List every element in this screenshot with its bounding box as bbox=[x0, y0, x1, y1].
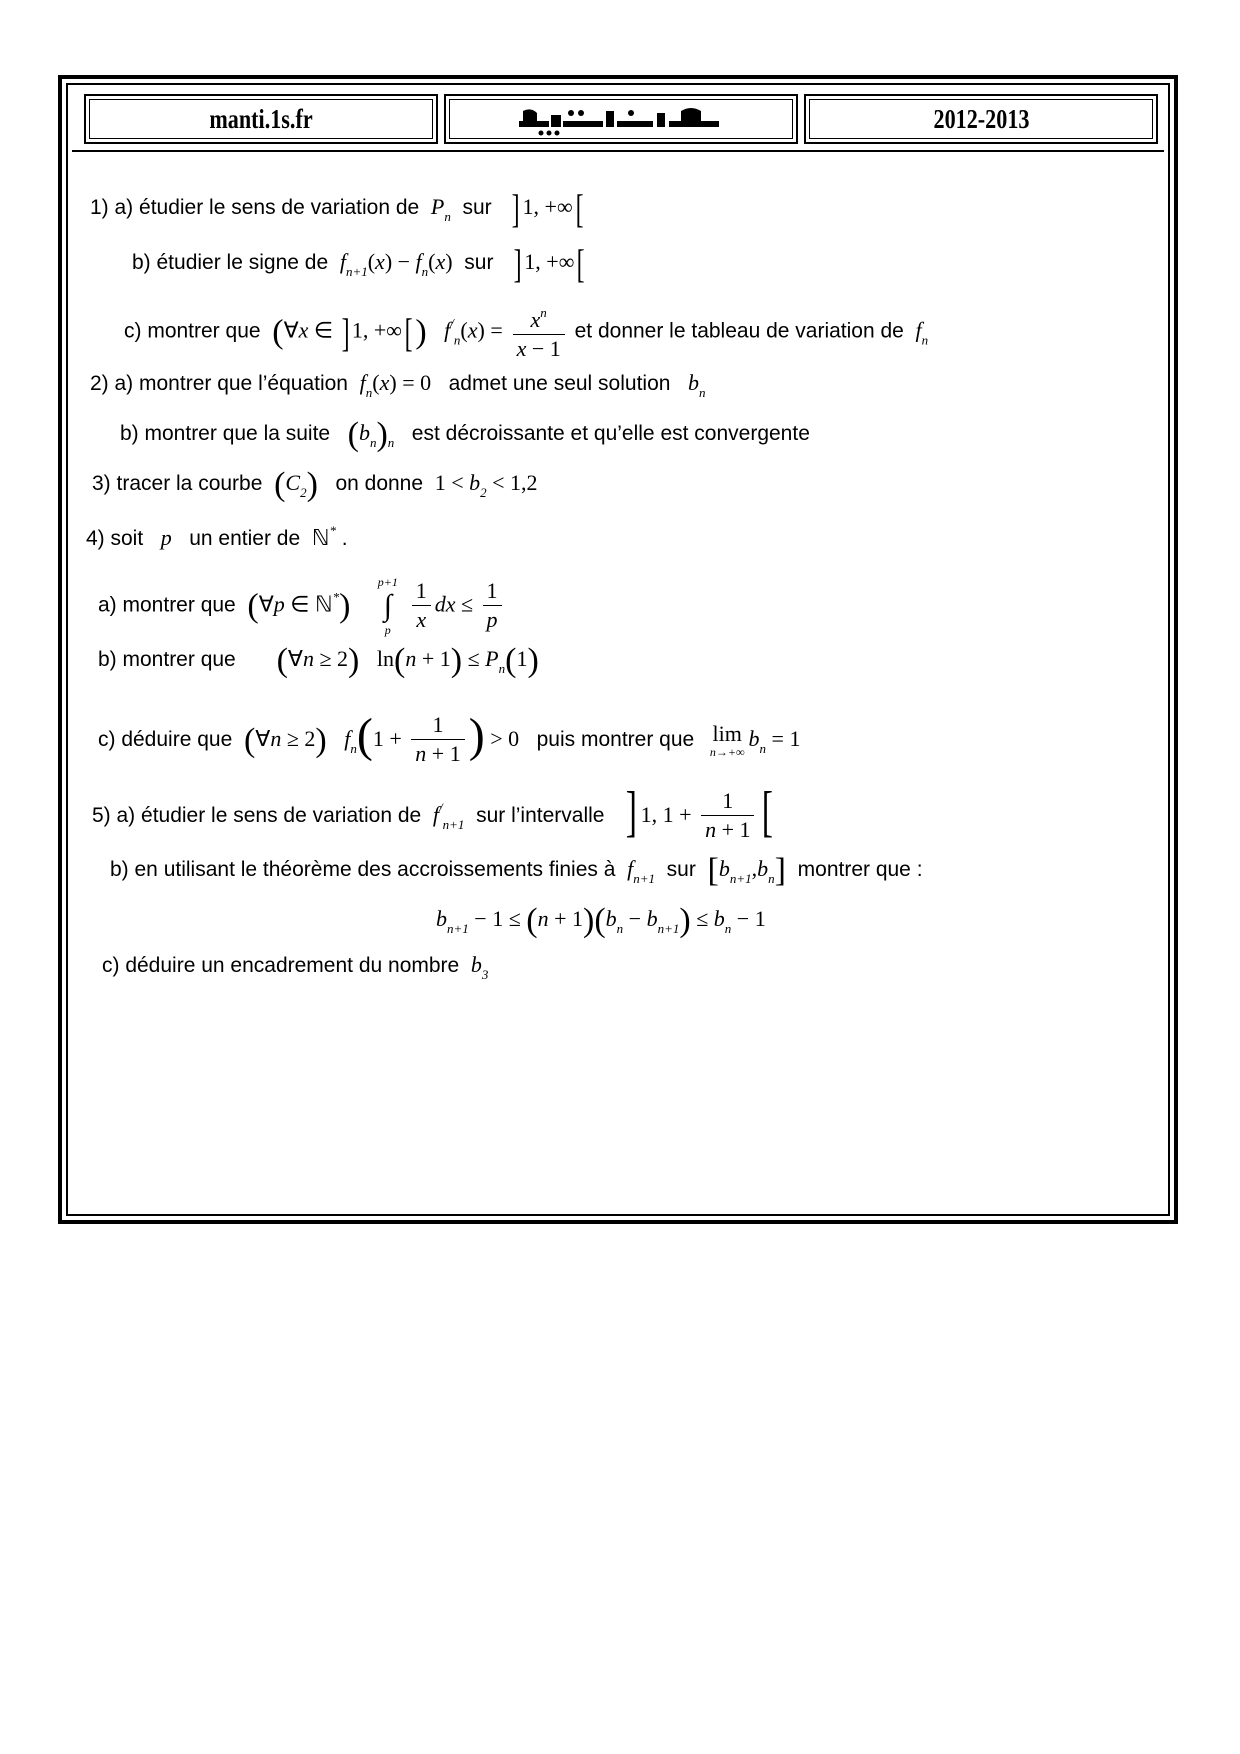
header-site-box bbox=[84, 94, 438, 144]
header-year-box bbox=[804, 94, 1158, 144]
header-site: manti.1s.fr bbox=[209, 103, 313, 134]
header-year: 2012-2013 bbox=[933, 103, 1029, 134]
question-4c: c) déduire que (∀n ≥ 2) $f_n(1$ + $\frac{1}{n + 1}$ ) > 0 puis montrer que lim n→+∞ $b_n = 1$ bbox=[98, 709, 801, 766]
question-1b: b) étudier le signe de $f_{n+1}(x) - f_n(x)$ sur ] 1, +∞[ bbox=[132, 241, 586, 286]
question-1a: 1) a) étudier le sens de variation de $P_n$ sur ] 1, +∞[ bbox=[90, 186, 584, 231]
question-1c: c) montrer que (∀x ∈ ] 1, +∞[) $f^/_n(x)$ = $\frac{x^n}{x - 1}$ et donner le tableau de variation de $f_n$ bbox=[124, 300, 928, 364]
question-4b: b) montrer que (∀n ≥ 2) $\ln(n + 1) \le P_n(1)$ bbox=[98, 642, 539, 679]
arabic-title-logo bbox=[511, 101, 731, 137]
question-5b: b) en utilisant le théorème des accroissements finies à $f_{n+1}$ sur $[b_{n+1},b_n]$ montrer que : bbox=[110, 852, 923, 889]
question-5b-formula: $b_{n+1} - 1 \le (n + 1)(b_n - b_{n+1}) \le b_n - 1$ bbox=[436, 902, 766, 939]
question-3: 3) tracer la courbe $(C_2)$ on donne $1 < b_2 < 1,2$ bbox=[92, 466, 538, 503]
header-separator bbox=[72, 150, 1164, 152]
question-4: 4) soit p un entier de ℕ* . bbox=[86, 523, 348, 550]
question-2b: b) montrer que la suite $(b_n)_n$ est décroissante et qu’elle est convergente bbox=[120, 416, 810, 453]
question-2a: 2) a) montrer que l’équation $f_n(x) = 0$ admet une seul solution $b_n$ bbox=[90, 370, 706, 400]
header-logo-box bbox=[444, 94, 798, 144]
question-5a: 5) a) étudier le sens de variation de $f^/_{n+1}$ sur l’intervalle ] 1, 1 + $\frac{1}{n + 1}$ [ bbox=[92, 781, 774, 844]
question-5c: c) déduire un encadrement du nombre $b_3$ bbox=[102, 952, 489, 982]
question-4a: a) montrer que (∀p ∈ ℕ*) p+1 ∫ p $\frac{1}{x}$ dx ≤ $\frac{1}{p}$ bbox=[98, 575, 506, 637]
